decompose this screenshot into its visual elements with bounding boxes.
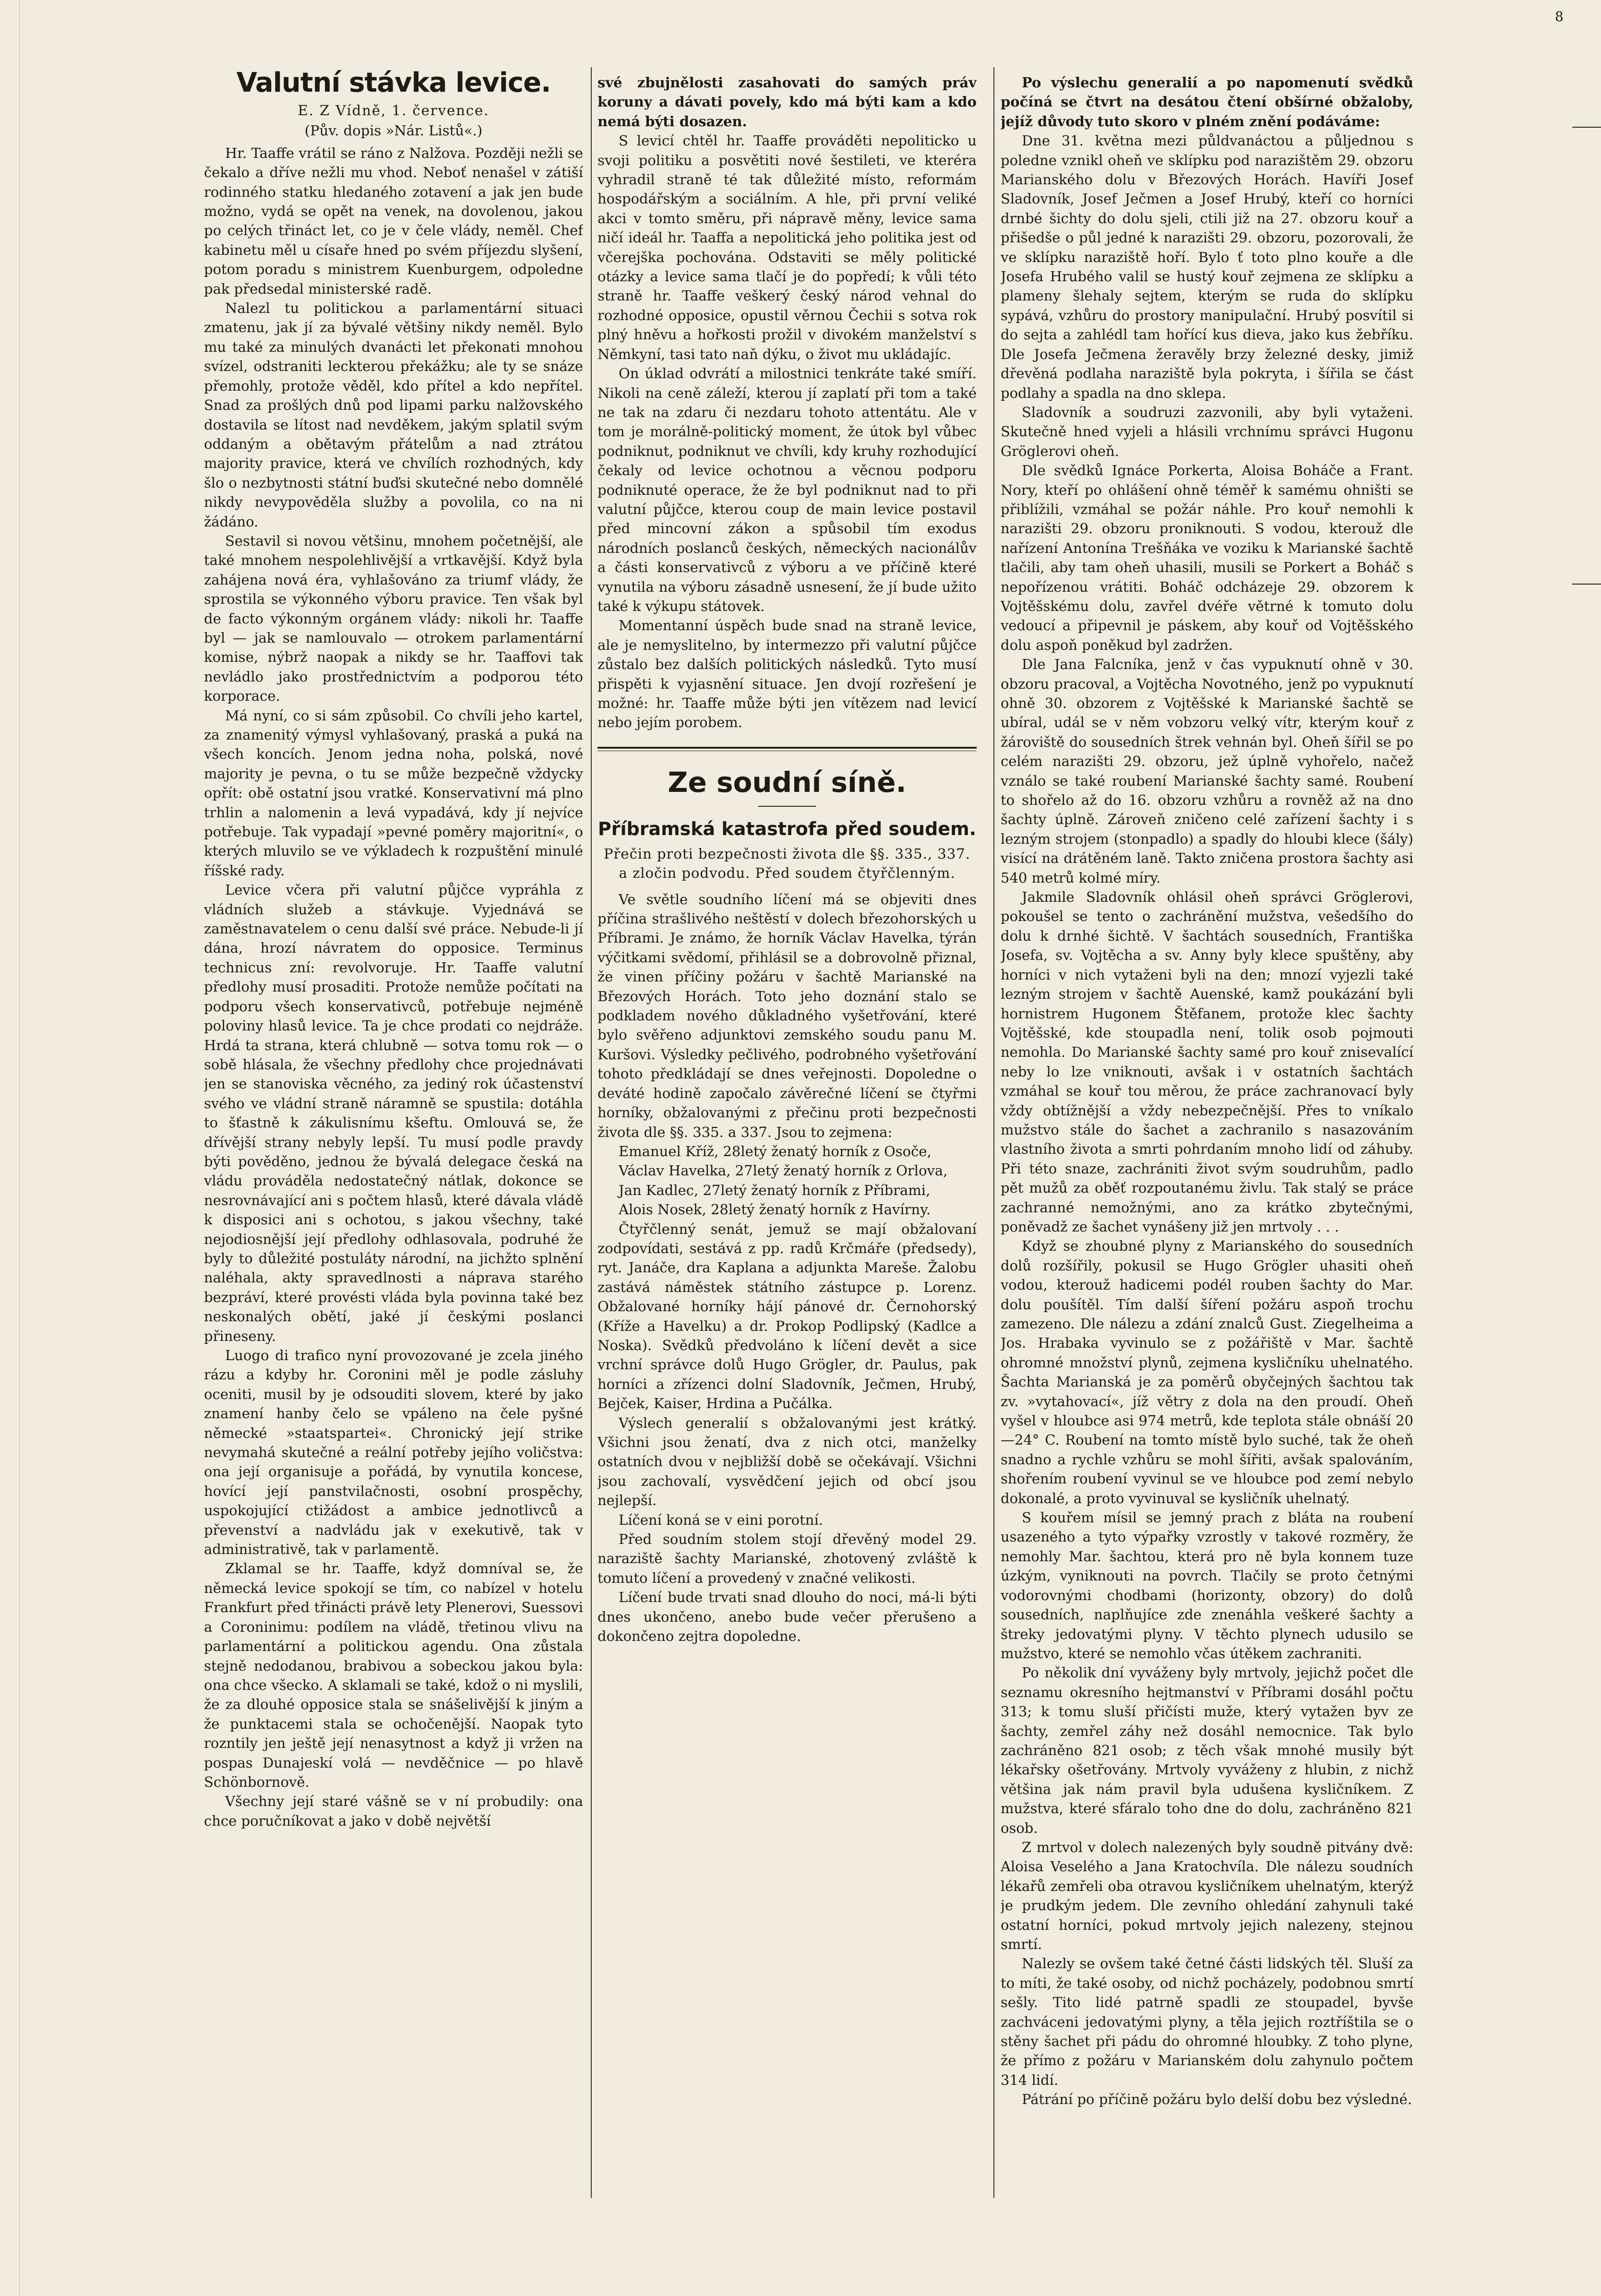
article-title: Příbramská katastrofa před soudem. <box>597 818 977 839</box>
paragraph: Nalezl tu politickou a parlamentární situaci zmatenu, jak jí za bývalé většiny nikdy neměl. Bylo mu také za minulých dvanácti let překonati mnohou svízel, odstraniti leckterou překážku; ale ty se snáze přemohly, protože věděl, kdo přítel a kdo nepřítel. Snad za prošlých dnů pod lipami parku nalžovského dostavila se lítost nad nevděkem, jakým splatil svým oddaným a obětavým přátelům a nad ztrátou majority pravice, která ve chvílích rozhodných, kdy šlo o nezbytnosti státní buďsi skutečné nebo domnělé nikdy nevypověděla služby a povolila, co na ni žádáno. <box>204 300 583 530</box>
title-rule <box>758 806 816 807</box>
paragraph: Po několik dní vyváženy byly mrtvoly, jejichž počet dle seznamu okresního hejtmanství v Příbrami dosáhl počtu 313; k tomu sluší přičísti muže, který vytažen byv ze šachty, zemřel záhy než dosáhl nemocnice. Tak bylo zachráněno 821 osob; z těch však mnohé musily být lékařsky ošetřovány. Mrtvoly vyváženy z hlubin, z nichž většina jak nám pravil byla udušena kysličníkem. Z mužstva, které sfáralo toho dne do dolu, zachráněno 821 osob. <box>1001 1664 1413 1836</box>
paragraph: Čtyřčlenný senát, jemuž se mají obžalovaní zodpovídati, sestává z pp. radů Krčmáře (předsedy), ryt. Janáče, dra Kaplana a adjunkta Mareše. Žalobu zastává náměstek státního zástupce p. Lorenz. Obžalované horníky hájí pánové dr. Černohorský (Kříže a Havelku) a dr. Prokop Podlipský (Kadlce a Noska). Svědků předvoláno k líčení devět a sice vrchní správce dolů Hugo Grögler, dr. Paulus, pak horníci a zřízenci dolní Sladovník, Ječmen, Hrubý, Bejček, Kaiser, Hrdina a Pučálka. <box>597 1220 977 1412</box>
paragraph: Luogo di trafico nyní provozované je zcela jiného rázu a kdyby hr. Coronini měl je podle zásluhy oceniti, musil by je odsouditi slovem, které by jako znamení hanby čelo se vpáleno na čele pyšné německé »staatspartei«. Chronický její strike nevymahá skutečné a reální potřeby jejího voličstva: ona její organisuje a pořádá, by vynutila koncese, hovící její panstvilačnosti, osobní prospěchy, uspokojující ctižádost a ambice jednotlivců a převenství a nadvládu jak v exekutivě, tak v administrativě, tak v parlamentě. <box>204 1347 583 1558</box>
paragraph: Líčení bude trvati snad dlouho do noci, má-li býti dnes ukončeno, anebo bude večer přerušeno a dokončeno zejtra dopoledne. <box>597 1589 977 1645</box>
paragraph: Když se zhoubné plyny z Marianského do sousedních dolů rozšířily, pokusil se Hugo Grögler uhasiti oheň vodou, kterouž hadicemi podél rouben šachty do Mar. dolu poušítěl. Tím další šíření požáru aspoň trochu zamezeno. Dle nálezu a zdání znalců Gust. Ziegelheima a Jos. Hrabaka vyvinulo se z požářiště v Mar. šachtě ohromné množství plynů, zejmena kysličníku uhelnatého. Šachta Marianská je za poměrů obyčejných šachtou tak zv. »vytahovací«, jíž větry z dola na den proudí. Oheň vyšel v hloubce asi 974 metrů, kde teplota stále obnáší 20—24° C. Roubení na tomto místě bylo suché, tak že oheň snadno a rychle vzhůru se mohl šířiti, avšak spalováním, shořením roubení vyvinul se ve hloubce pod zemí nebylo dokonalé, a proto vyvinuval se kysličník uhelnatý. <box>1001 1238 1413 1507</box>
column-3 <box>1001 73 1413 2281</box>
paragraph: Po výslechu generalií a po napomenutí svědků počíná se čtvrt na desátou čtení obšírné obžaloby, jejíž důvody tuto skoro v plném znění podáváme: <box>1001 74 1413 130</box>
article-subtitle: Přečin proti bezpečnosti života dle §§. 335., 337. a zločin podvodu. Před soudem čtyřčlenným. <box>604 845 970 882</box>
paragraph: Pátrání po příčině požáru bylo delší dobu bez výsledné. <box>1022 2091 1412 2108</box>
defendant: Václav Havelka, 27letý ženatý horník z Orlova, <box>619 1162 948 1179</box>
paragraph: Všechny její staré vášně se v ní probudily: ona chce poručníkovat a jako v době největší <box>204 1793 583 1829</box>
binding-edge <box>19 0 20 2296</box>
paragraph: S kouřem mísil se jemný prach z bláta na roubení usazeného a tyto výpařky vzrostly v takové rozměry, že nemohly Mar. šachtou, která pro ně byla konnem tuze úzkým, vyniknouti na povrch. Tlačily se proto četnými vodorovnými chodbami (horizonty, obzory) do dolů sousedních, naplňujíce zde znenáhla veškeré šachty a štreky jedovatými plyny. V těchto plynech udusilo se mužstvo, které se nemohlo včas útěkem zachraniti. <box>1001 1509 1413 1662</box>
paragraph: Zklamal se hr. Taaffe, když domníval se, že německá levice spokojí se tím, co nabízel v hotelu Frankfurt před třinácti právě lety Plenerovi, Suessovi a Coroninimu: podílem na vládě, třetinou vlivu na parlamentární a politickou agendu. Ona zůstala stejně nedodanou, brabivou a sobeckou jakou byla: ona chce všecko. A sklamali se také, kdož o ni myslili, že za dlouhé opposice stala se snášelivější k jiným a že punktacemi stala se ochočenější. Naopak tyto rozntily jen ještě její nenasytnost a když ji vržen na pospas Dunajeskí volá — nevděčnice — po hlavě Schönbornově. <box>204 1560 583 1790</box>
paragraph: Momentanní úspěch bude snad na straně levice, ale je nemyslitelno, by intermezzo při valutní půjčce zůstalo bez dalších politických následků. Tyto musí přispěti k vyjasnění situace. Jen dvojí rozřešení je možné: hr. Taaffe může býti jen vítězem nad levicí nebo jejím porobem. <box>597 617 977 731</box>
paragraph: Líčení koná se v eini porotní. <box>619 1511 823 1528</box>
defendant: Alois Nosek, 28letý ženatý horník z Havírny. <box>619 1201 931 1218</box>
article-title: Valutní stávka levice. <box>236 67 551 98</box>
margin-mark <box>1572 584 1601 585</box>
paragraph: Ve světle soudního líčení má se objeviti dnes příčina strašlivého neštěstí v dolech březohorských u Příbrami. Je známo, že horník Václav Havelka, týrán výčitkami svědomí, přihlásil se a dobrovolně přiznal, že vinen příčiny požáru v šachtě Marianské na Březových Horách. Toto jeho doznání stalo se podkladem nového důkladného vyšetřování, které bylo svěřeno adjunktovi zemského soudu panu M. Kuršovi. Výsledky pečlivého, podrobného vyšetřování tohoto předkládají se dnes veřejnosti. Dopoledne o deváté hodině započalo závěrečné líčení se čtyřmi horníky, obžalovanými z přečinu proti bezpečnosti života dle §§. 335. a 337. Jsou to zejmena: <box>597 891 977 1140</box>
paragraph: Levice včera při valutní půjčce vypráhla z vládních služeb a stávkuje. Vyjednává se zaměstnavatelem o cenu další své práce. Nebude-li jí dána, hrozí návratem do opposice. Terminus technicus zní: revolvoruje. Hr. Taaffe valutní předlohy musí prosaditi. Protože nemůže počítati na podporu všech konservativců, potřebuje nejméně poloviny hlasů levice. Ta je chce prodati co nejdráže. Hrdá ta strana, která chlubně — sotva tomu rok — o sobě hlásala, že všechny předlohy chce projednávati jen se stanoviska věcného, za jediný rok účastenství svého ve vládní straně náramně se spustila: dotáhla to šťastně k zákulisnímu kšeftu. Omlouvá se, že dřívější strany nebyly lepší. Tu musí podle pravdy býti pověděno, jednou že bývalá delegace česká na vládu prováděla nedostatečný nátlak, dokonce se nesrovnávající ani s počtem hlasů, které dávala vládě k disposici ani s ochotou, s jakou všechny, také nejodiosnější její předlohy odhlasovala, podruhé že byly to důležité postuláty národní, na jichžto splnění naléhala, akty spravedlnosti a náprava starého bezpráví, které provésti vláda byla povinna také bez neskonalých obětí, jaké jí českými poslanci přineseny. <box>204 882 583 1344</box>
paragraph: Před soudním stolem stojí dřevěný model 29. naraziště šachty Marianské, zhotovený zvláště k tomuto líčení a provedený v značné velikosti. <box>597 1531 977 1586</box>
paragraph: S levicí chtěl hr. Taaffe prováděti nepoliticko u svoji politiku a posvětiti nové šestileti, ve kteréra vyhradil straně té tak důležité místo, reformám hospodářským a sociálním. A hle, při první veliké akci v tomto směru, při nápravě měny, levice sama ničí ideál hr. Taaffa a nepolitická jeho politika jest od včerejška pochována. Odstaviti se měly politické otázky a levice sama tlačí je do popředí; k vůli této straně hr. Taaffe veškerý český národ vehnal do rozhodné opposice, opustil věrnou Čechii s sotva rok plný hněvu a hořkosti prožil v divokém manželství s Němkyní, tasi tato naň dýku, o život mu ukládajíc. <box>597 132 977 362</box>
paragraph: Sladovník a soudruzi zazvonili, aby byli vytaženi. Skutečně hned vyjeli a hlásili vrchnímu správci Hugonu Gröglerovi oheň. <box>1001 404 1413 459</box>
column-rule <box>591 67 592 2198</box>
section-title: Ze soudní síně. <box>668 765 907 799</box>
dateline: E. Z Vídně, 1. července. <box>298 102 490 119</box>
section-divider <box>597 747 977 751</box>
column-rule <box>993 67 994 2198</box>
paragraph: Má nyní, co si sám způsobil. Co chvíli jeho kartel, za znamenitý výmysl vyhlašovaný, praská a puká na všech koncích. Jenom jedna noha, polská, nové majority je pevna, o tu se může bezpečně vždycky opřít: obě ostatní jsou vratké. Konservativní má plno trhlin a nalomenin a levá vypadává, kdy jí nejvíce potřebuje. Tak vypadají »pevné poměry majoritní«, o kterých mluvilo se ve výkladech k rozpuštění minulé říšské rady. <box>204 707 583 879</box>
column-2 <box>597 73 977 2281</box>
margin-mark <box>1572 127 1601 128</box>
paragraph: Sestavil si novou většinu, mnohem početnější, ale také mnohem nespolehlivější a vrtkavější. Když byla zahájena nová éra, vyhlašováno za triumf vlády, že sprostila se výkonného výboru pravice. Ten však byl de facto výkonným orgánem vlády: nikoli hr. Taaffe byl — jak se namlouvalo — otrokem parlamentární komise, nýbrž naopak a nikdy se hr. Taaffovi tak nevládlo jako prostřednictvím a podporou této korporace. <box>204 532 583 705</box>
paragraph: Z mrtvol v dolech nalezených byly soudně pitvány dvě: Aloisa Veselého a Jana Kratochvíla. Dle nálezu soudních lékařů zemřeli oba otravou kysličníkem uhelnatým, kterýž je prudkým jedem. Dle zevního ohledání zahynuli také ostatní horníci, pokud mrtvoly jejich nalezeny, stejnou smrtí. <box>1001 1839 1413 1952</box>
paragraph: Dle svědků Ignáce Porkerta, Aloisa Boháče a Frant. Nory, kteří po ohlášení ohně téměř k samému ohništi se přiblížili, vzmáhal se požár náhle. Pro kouř nemohli k narazišti 29. obzoru proniknouti. S vodou, kterouž dle nařízení Antonína Trešňáka ve voziku k Marianské šachtě tlačili, aby tam oheň uhasili, musili se Porkert a Boháč s nepořízenou vrátiti. Boháč odcházeje 29. obzorem k Vojtěšskému dolu, zavřel dvéře větrné k tomuto dolu vedoucí a připevnil je páskem, aby kouř od Vojtěšského dolu aspoň poněkud byl zadržen. <box>1001 462 1413 653</box>
column-1 <box>204 67 583 2275</box>
paragraph: Dne 31. května mezi půldvanáctou a půljednou s poledne vznikl oheň ve sklípku pod narazištěm 29. obzoru Marianského dolu v Březových Horách. Havíři Josef Sladovník, Josef Ječmen a Josef Hrubý, kteří co horníci drnbé šichty do dolu sjeli, ctili již na 27. obzoru kouř a přišedše o půl jedné k narazišti 29. obzoru, pozorovali, že ve sklípku naraziště hoří. Bylo ť toto plno kouře a dle Josefa Hrubého valil se hustý kouř zejmena ze sklípku a plameny šlehaly sejtem, kterým se ruda do sklípku sypává, vzhůru do prostory manipulační. Hrubý posvítil si do sejta a zahlédl tam hořící kus dieva, jako kus žebříku. Dle Josefa Ječmena žeravěly brzy železné desky, jimiž dřevěná podlaha naraziště byla pokryta, i šířila se část podlahy a spadla na dno sklepa. <box>1001 132 1413 401</box>
defendant: Emanuel Kříž, 28letý ženatý horník z Osoče, <box>619 1143 932 1160</box>
paragraph: On úklad odvrátí a milostnici tenkráte také smíří. Nikoli na ceně záleží, kterou jí zaplatí při tom a také ne tak na zdaru či nezdaru tohoto attentátu. Ale v tom je morálně-politický moment, že útok byl vůbec podniknut, podniknut ve chvíli, kdy kruhy rozhodující čekaly od levice ochotnou a věcnou podporu podniknuté operace, že že byl podniknut nad to při valutní půjčce, kterou coup de main levice postavil před mincovní zákon a spůsobil tím exodus národních poslanců českých, německých nacionálův a části konservativců z výboru a ve příčině které vynutila na výboru zásadně usnesení, že jí bude užito také k výkupu státovek. <box>597 365 977 614</box>
paragraph: své zbujnělosti zasahovati do samých práv koruny a dávati povely, kdo má býti kam a kdo nemá býti dosazen. <box>597 74 977 130</box>
article-origin: (Pův. dopis »Nár. Listů«.) <box>304 122 483 139</box>
defendant: Jan Kadlec, 27letý ženatý horník z Příbrami, <box>619 1182 931 1198</box>
paragraph: Jakmile Sladovník ohlásil oheň správci Gröglerovi, pokoušel se tento o zachránění mužstva, vešedšího do dolu k drnhé šichtě. V šachtách sousedních, Františka Josefa, sv. Vojtěcha a sv. Anny byly klece spuštěny, aby horníci v nich vytaženi byli na den; mnozí vyjezli také lezným strojem v šachtě Auenské, kamž poukázání byli hornistrem Hugonem Štěfanem, protože klec šachty Vojtěšské, kde stoupadla není, tolik osob pojmouti nemohla. Do Marianské šachty samé pro kouř znisevalící neby lo lze vniknouti, avšak i v ostatních šachtách vzmáhal se kouř tou měrou, že práce zachranovací byly vždy obtížnější a vždy nebezpečnější. Přes to vníkalo mužstvo stále do šachet a zachranilo s nasazováním vlastního života a smrti pohrdaním mnoho lidí od záhuby. Při této snaze, zachrániti život svým soudruhům, padlo pět mužů za oběť rozpoutanému živlu. Tak stalý se práce zachranné nemožnými, ano za krátko zbytečnými, poněvadž ze šachet vynášeny již jen mrtvoly . . . <box>1001 889 1413 1235</box>
paragraph: Hr. Taaffe vrátil se ráno z Nalžova. Později nežli se čekalo a dříve nežli mu vhod. Neboť nenašel v zátiší rodinného statku hledaného zotavení a jak jen bude možno, vydá se opět na venek, na dovolenou, jakou po celých třináct let, co je v čele vlády, neměl. Chef kabinetu měl u císaře hned po svém příjezdu slyšení, potom poradu s ministrem Kuenburgem, odpoledne pak předsedal ministerské radě. <box>204 144 583 297</box>
paragraph: Nalezly se ovšem také četné části lidských těl. Sluší za to míti, že také osoby, od nichž pocházely, podobnou smrtí sešly. Tito lidé patrně spadli ze stoupadel, byvše zachváceni jedovatými plyny, a těla jejich roztříštila se o stěny šachet při pádu do ohromné hloubky. Z toho plyne, že přímo z požáru v Marianském dolu zahynulo počtem 314 lidí. <box>1001 1955 1413 2088</box>
paragraph: Výslech generalií s obžalovanými jest krátký. Všichni jsou ženatí, dva z nich otci, manželky ostatních dvou v nejbližší době se očekávají. Všichni jsou zachovalí, vysvědčení jejich od obcí jsou nejlepší. <box>597 1414 977 1509</box>
paragraph: Dle Jana Falcníka, jenž v čas vypuknutí ohně v 30. obzoru pracoval, a Vojtěcha Novotného, jenž po vypuknutí ohně 30. obzorem z Vojtěšské k Marianské šachtě se ubíral, udál se v něm vobzoru velký vítr, kterým kouř z žároviště do sousedních štrek vehnán byl. Oheň šířil se po celém narazišti 29. obzoru, jež úplně vyhořelo, načež vználo se také roubení Marianské šachty samé. Roubení to shořelo až do 16. obzoru vzhůru a rovněž až na dno šachty úplně. Zároveň zničeno celé zařízení šachty i s lezným strojem (stonpadlo) a spadly do hloubi klece (šály) visící na drátěném laně. Takto zničena prostora šachty asi 540 metrů kolmé míry. <box>1001 656 1413 886</box>
page-number: 8 <box>1555 9 1564 24</box>
